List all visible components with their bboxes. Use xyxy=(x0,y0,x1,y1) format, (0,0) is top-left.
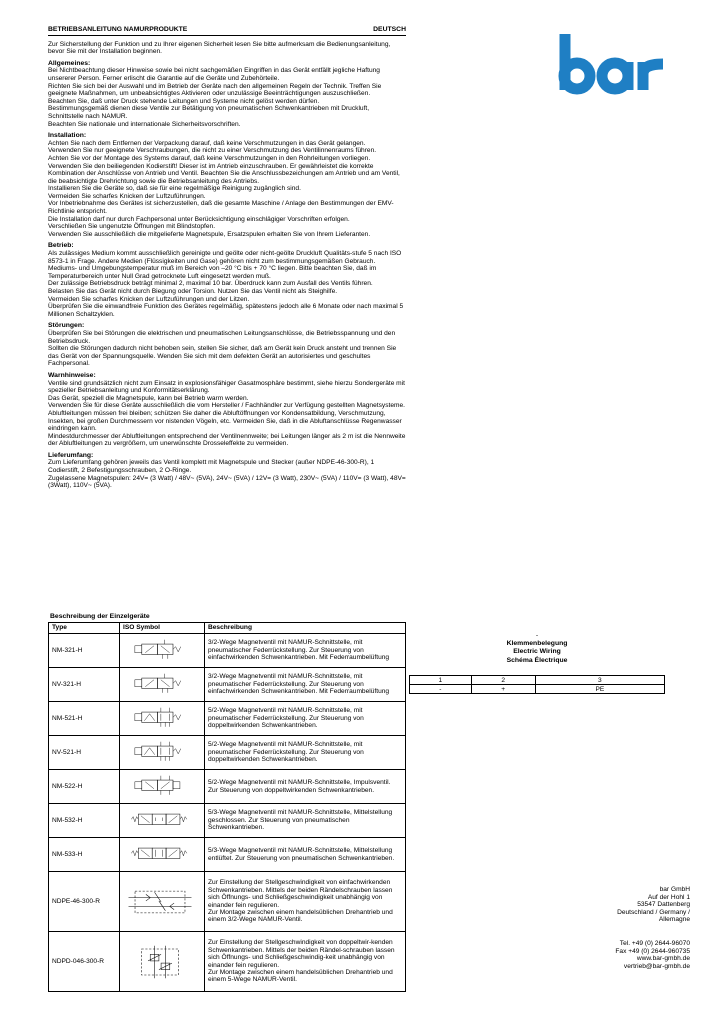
section-text: Bei Nichtbeachtung dieser Hinweise sowie bei nicht sachgemäßen Eingriffen in das Gerät entfällt jegliche Haftung unsererer Person. Ferner erlischt die Garantie auf die Geräte und Zubehörteile. Richten Sie sich bei der Auswahl und im Betrieb der Geräte nach den allgemeinen Regeln der Technik. Treffen Sie geeignete Maßnahmen, um unbeabsichtigtes Aktivieren oder unzulässige Beeinträchtigungen auszuschließen. Beachten Sie, daß unter Druck stehende Leitungen und Systeme nicht gelöst werden dürfen. Bestimmungsgemäß dienen diese Ventile zur Betätigung von pneumatischen Schwenkantrieben mit Druckluft, Schnittstelle nach NAMUR. Beachten Sie nationale und internationale Sicherheitsvorschriften. xyxy=(48,67,382,128)
devices-table xyxy=(48,622,406,992)
section-title: Störungen: xyxy=(48,322,85,330)
section-text: Als zulässiges Medium kommt ausschließlich gereinigte und geölte oder nicht-geölte Druckluft Qualitäts-stufe 5 nach ISO 8573-1 in Frage. Andere Medien (Flüssigkeiten und Gase) gehören nicht zum bestimmungsgemäßen Gebrauch. Mediums- und Umgebungstemperatur muß im Bereich von –20 °C bis + 70 °C liegen. Bitte beachten Sie, daß im Temperaturbereich unter Null Grad getrocknete Luft eingesetzt werden muß. Der zulässige Betriebsdruck beträgt minimal 2, maximal 10 bar. Überdruck kann zum Ausfall des Ventils führen. Belasten Sie das Gerät nicht durch Biegung oder Torsion. Nutzen Sie das Ventil nicht als Steighilfe. Vermeiden Sie scharfes Knicken der Luftzuführungen und der Litzen. Überprüfen Sie die einwandfreie Funktion des Gerätes regelmäßig, spätestens jedoch alle 6 Monate oder nach maximal 5 Millionen Schaltzyklen. xyxy=(48,250,404,318)
column-header-symbol: ISO Symbol xyxy=(120,623,205,634)
table-row xyxy=(49,702,406,736)
iso-symbol-cell xyxy=(120,736,205,770)
iso-valve-symbol xyxy=(122,879,198,925)
wiring-table xyxy=(409,675,665,694)
intro-text: Zur Sicherstellung der Funktion und zu Ihrer eigenen Sicherheit lesen Sie bitte aufmerksam die Bedienungsanleitung, bevor Sie mit der Installation beginnen. xyxy=(48,40,391,56)
device-description: 5/3-Wege Magnetventil mit NAMUR-Schnittstelle, Mittelstellung entlüftet. Zur Steuerung von pneumatischen Schwenkantrieben. xyxy=(205,838,406,872)
section-warnhinweise xyxy=(48,372,406,448)
iso-valve-symbol xyxy=(122,808,198,834)
column-header-type: Type xyxy=(49,623,120,634)
table-row xyxy=(49,804,406,838)
iso-symbol-cell xyxy=(120,838,205,872)
iso-valve-symbol xyxy=(122,638,198,664)
iso-symbol-cell xyxy=(120,932,205,992)
wiring-title-de: Klemmenbelegung xyxy=(506,640,568,648)
table-row xyxy=(49,668,406,702)
device-description: 5/2-Wege Magnetventil mit NAMUR-Schnittstelle, mit pneumatischer Federrückstellung. Zur Steuerung von doppeltwirkenden Schwenkantrieben. xyxy=(205,736,406,770)
section-stoerungen xyxy=(48,322,406,368)
section-title: Warnhinweise: xyxy=(48,371,96,379)
table-row xyxy=(49,634,406,668)
wiring-value-row xyxy=(410,685,665,694)
iso-valve-symbol xyxy=(122,774,198,800)
devices-table-body xyxy=(49,634,406,992)
table-row xyxy=(49,932,406,992)
section-title: Installation: xyxy=(48,132,87,140)
table-row xyxy=(49,770,406,804)
section-allgemeines xyxy=(48,60,406,128)
iso-valve-symbol xyxy=(122,740,198,766)
iso-valve-symbol xyxy=(122,842,198,868)
device-description: 5/2-Wege Magnetventil mit NAMUR-Schnittstelle, Impulsventil. Zur Steuerung von doppeltwirkenden Schwenkantrieben. xyxy=(205,770,406,804)
device-description: 3/2-Wege Magnetventil mit NAMUR-Schnittstelle, mit pneumatischer Federrückstellung. Zur Steuerung von einfachwirkenden Schwenkantrieben. Mit Federraumbelüftung xyxy=(205,668,406,702)
devices-title: Beschreibung der Einzelgeräte xyxy=(50,613,150,620)
iso-symbol-cell xyxy=(120,668,205,702)
device-type: NM-321-H xyxy=(49,634,120,668)
table-header-row xyxy=(49,623,406,634)
device-type: NDPD-046-300-R xyxy=(49,932,120,992)
section-text: Überprüfen Sie bei Störungen die elektrischen und pneumatischen Leitungsanschlüsse, die Betriebsspannung und den Betriebsdruck. Sollten die Störungen dadurch nicht behoben sein, stellen Sie sicher, daß am Gerät kein Druck ansteht und trennen Sie das Gerät von der Spannungsquelle. Wenden Sie sich mit dem defekten Gerät an autorisiertes und geschultes Fachpersonal. xyxy=(48,329,397,368)
wiring-terminal-3: 3 xyxy=(535,676,664,685)
section-title: Lieferumfang: xyxy=(48,451,94,459)
logo-mark xyxy=(564,34,663,90)
device-type: NM-522-H xyxy=(49,770,120,804)
iso-valve-symbol xyxy=(122,939,198,985)
device-type: NM-521-H xyxy=(49,702,120,736)
wiring-value-2: + xyxy=(471,685,535,694)
company-contact: Tel. +49 (0) 2644-96070 Fax +49 (0) 2644-960735 www.bar-gmbh.de vertrieb@bar-gmbh.de xyxy=(615,940,690,970)
device-type: NM-533-H xyxy=(49,838,120,872)
document-language: DEUTSCH xyxy=(373,26,406,33)
device-type: NV-521-H xyxy=(49,736,120,770)
wiring-terminal-1: 1 xyxy=(410,676,472,685)
iso-valve-symbol xyxy=(122,672,198,698)
wiring-header-row xyxy=(410,676,665,685)
wiring-block xyxy=(410,632,664,665)
wiring-dash: - xyxy=(535,632,539,639)
wiring-title-fr: Schéma Électrique xyxy=(506,656,568,664)
device-description: 3/2-Wege Magnetventil mit NAMUR-Schnittstelle, mit pneumatischer Federrückstellung. Zur Steuerung von einfachwirkenden Schwenkantrieben. Mit Federraumbelüftung xyxy=(205,634,406,668)
section-title: Allgemeines: xyxy=(48,59,91,67)
device-description: Zur Einstellung der Stellgeschwindigkeit von doppeltwir-kenden Schwenkantrieben. Mittels der beiden Rändel-schrauben lassen sich Öffnungs- und Schließgeschwindig-keit unabhängig von einander fein regulieren. Zur Montage zwischen einem handelsüblichen Drehantrieb und einem 5-Wege NAMUR-Ventil. xyxy=(205,932,406,992)
device-type: NM-532-H xyxy=(49,804,120,838)
iso-symbol-cell xyxy=(120,634,205,668)
company-address: bar GmbH Auf der Hohl 1 53547 Dattenberg Deutschland / Germany / Allemagne xyxy=(617,886,690,924)
section-installation xyxy=(48,132,406,238)
wiring-title-en: Electric Wiring xyxy=(513,648,561,656)
wiring-value-1: - xyxy=(410,685,472,694)
section-lieferumfang xyxy=(48,452,406,490)
table-row xyxy=(49,838,406,872)
iso-symbol-cell xyxy=(120,804,205,838)
iso-symbol-cell xyxy=(120,872,205,932)
device-description: 5/2-Wege Magnetventil mit NAMUR-Schnittstelle, mit pneumatischer Federrückstellung. Zur Steuerung von doppeltwirkenden Schwenkantrieben. xyxy=(205,702,406,736)
bar-logo xyxy=(557,34,669,96)
section-text: Ventile sind grundsätzlich nicht zum Einsatz in explosionsfähiger Gasatmosphäre bestimmt, siehe hierzu Sondergeräte mit spezieller Betriebsanleitung und Konformitätserklärung. Das Gerät, speziell die Magnetspule, kann bei Betrieb warm werden. Verwenden Sie für diese Geräte ausschließlich die vom Hersteller / Fachhändler zur Verfügung gestellten Magnetsysteme. Abluftleitungen müssen frei bleiben; schützen Sie daher die Abluftöffnungen vor Kondensatbildung, Verschmutzung, Insekten, bei großen Durchmessern vor nistenden Vögeln, etc. Vermeiden Sie, daß in die Abluftanschlüsse Regenwasser eindringen kann. Mindestdurchmesser der Abluftleitungen entsprechend der Ventilnennweite; bei Leitungen länger als 2 m ist die Nennweite der Abluftleitungen zu vergrößern, um unerwünschte Drosseleffekte zu vermeiden. xyxy=(48,379,406,448)
instructions-column xyxy=(48,26,406,494)
device-type: NV-321-H xyxy=(49,668,120,702)
column-header-description: Beschreibung xyxy=(205,623,406,634)
iso-symbol-cell xyxy=(120,702,205,736)
wiring-value-3: PE xyxy=(535,685,664,694)
device-type: NDPE-46-300-R xyxy=(49,872,120,932)
section-text: Zum Lieferumfang gehören jeweils das Ventil komplett mit Magnetspule und Stecker (außer NDPE-46-300-R), 1 Codierstift, 2 Befestigungsschrauben, 2 O-Ringe. Zugelassene Magnetspulen: 24V= (3 Watt) / 48V~ (5VA), 24V~ (5VA) / 12V= (3 Watt), 230V~ (5VA) / 110V= (3 Watt), 48V= (3Watt), 110V~ (5VA). xyxy=(48,459,406,490)
table-row xyxy=(49,736,406,770)
document-header xyxy=(48,26,406,36)
section-text: Achten Sie nach dem Entfernen der Verpackung darauf, daß keine Verschmutzungen in das Gerät gelangen. Verwenden Sie nur geeignete Verschraubungen, die nicht zu einer Verschmutzung des Ventilinnenraums führen. Achten Sie vor der Montage des Systems darauf, daß keine Verschmutzungen in den Rohrleitungen vorliegen. Verwenden Sie den beiliegenden Kodierstift! Dieser ist im Antrieb einzuschrauben. Er gewährleistet die korrekte Kombination der Anschlüsse von Antrieb und Ventil. Beachten Sie die Anschlussbezeichungen am Antrieb und am Ventil, die beabsichtigte Drehrichtung sowie die Betriebsanleitung des Antriebs. Installieren Sie die Geräte so, daß sie für eine regelmäßige Reinigung zugänglich sind. Vermeiden Sie scharfes Knicken der Luftzuführungen. Vor Inbetriebnahme des Gerätes ist sicherzustellen, daß die gesamte Maschine / Anlage den Bestimmungen der EMV-Richtlinie entspricht. Die Installation darf nur durch Fachpersonal unter Berücksichtigung einschlägiger Vorschriften erfolgen. Verschließen Sie ungenutzte Öffnungen mit Blindstopfen. Verwenden Sie ausschließlich die mitgelieferte Magnetspule, Ersatzspulen erhalten Sie von Ihrem Lieferanten. xyxy=(48,139,400,238)
document-title: BETRIEBSANLEITUNG NAMURPRODUKTE xyxy=(48,26,188,33)
device-description: 5/3-Wege Magnetventil mit NAMUR-Schnittstelle, Mittelstellung geschlossen. Zur Steuerung von pneumatischen Schwenkantrieben. xyxy=(205,804,406,838)
section-title: Betrieb: xyxy=(48,242,74,250)
iso-symbol-cell xyxy=(120,770,205,804)
table-row xyxy=(49,872,406,932)
device-description: Zur Einstellung der Stellgeschwindigkeit von einfachwirkenden Schwenkantrieben. Mittels der beiden Rändelschrauben lassen sich Öffnungs- und Schließgeschwindigkeit unabhängig von einander fein regulieren. Zur Montage zwischen einem handelsüblichen Drehantrieb und einem 3/2-Wege NAMUR-Ventil. xyxy=(205,872,406,932)
iso-valve-symbol xyxy=(122,706,198,732)
wiring-terminal-2: 2 xyxy=(471,676,535,685)
section-betrieb xyxy=(48,242,406,318)
